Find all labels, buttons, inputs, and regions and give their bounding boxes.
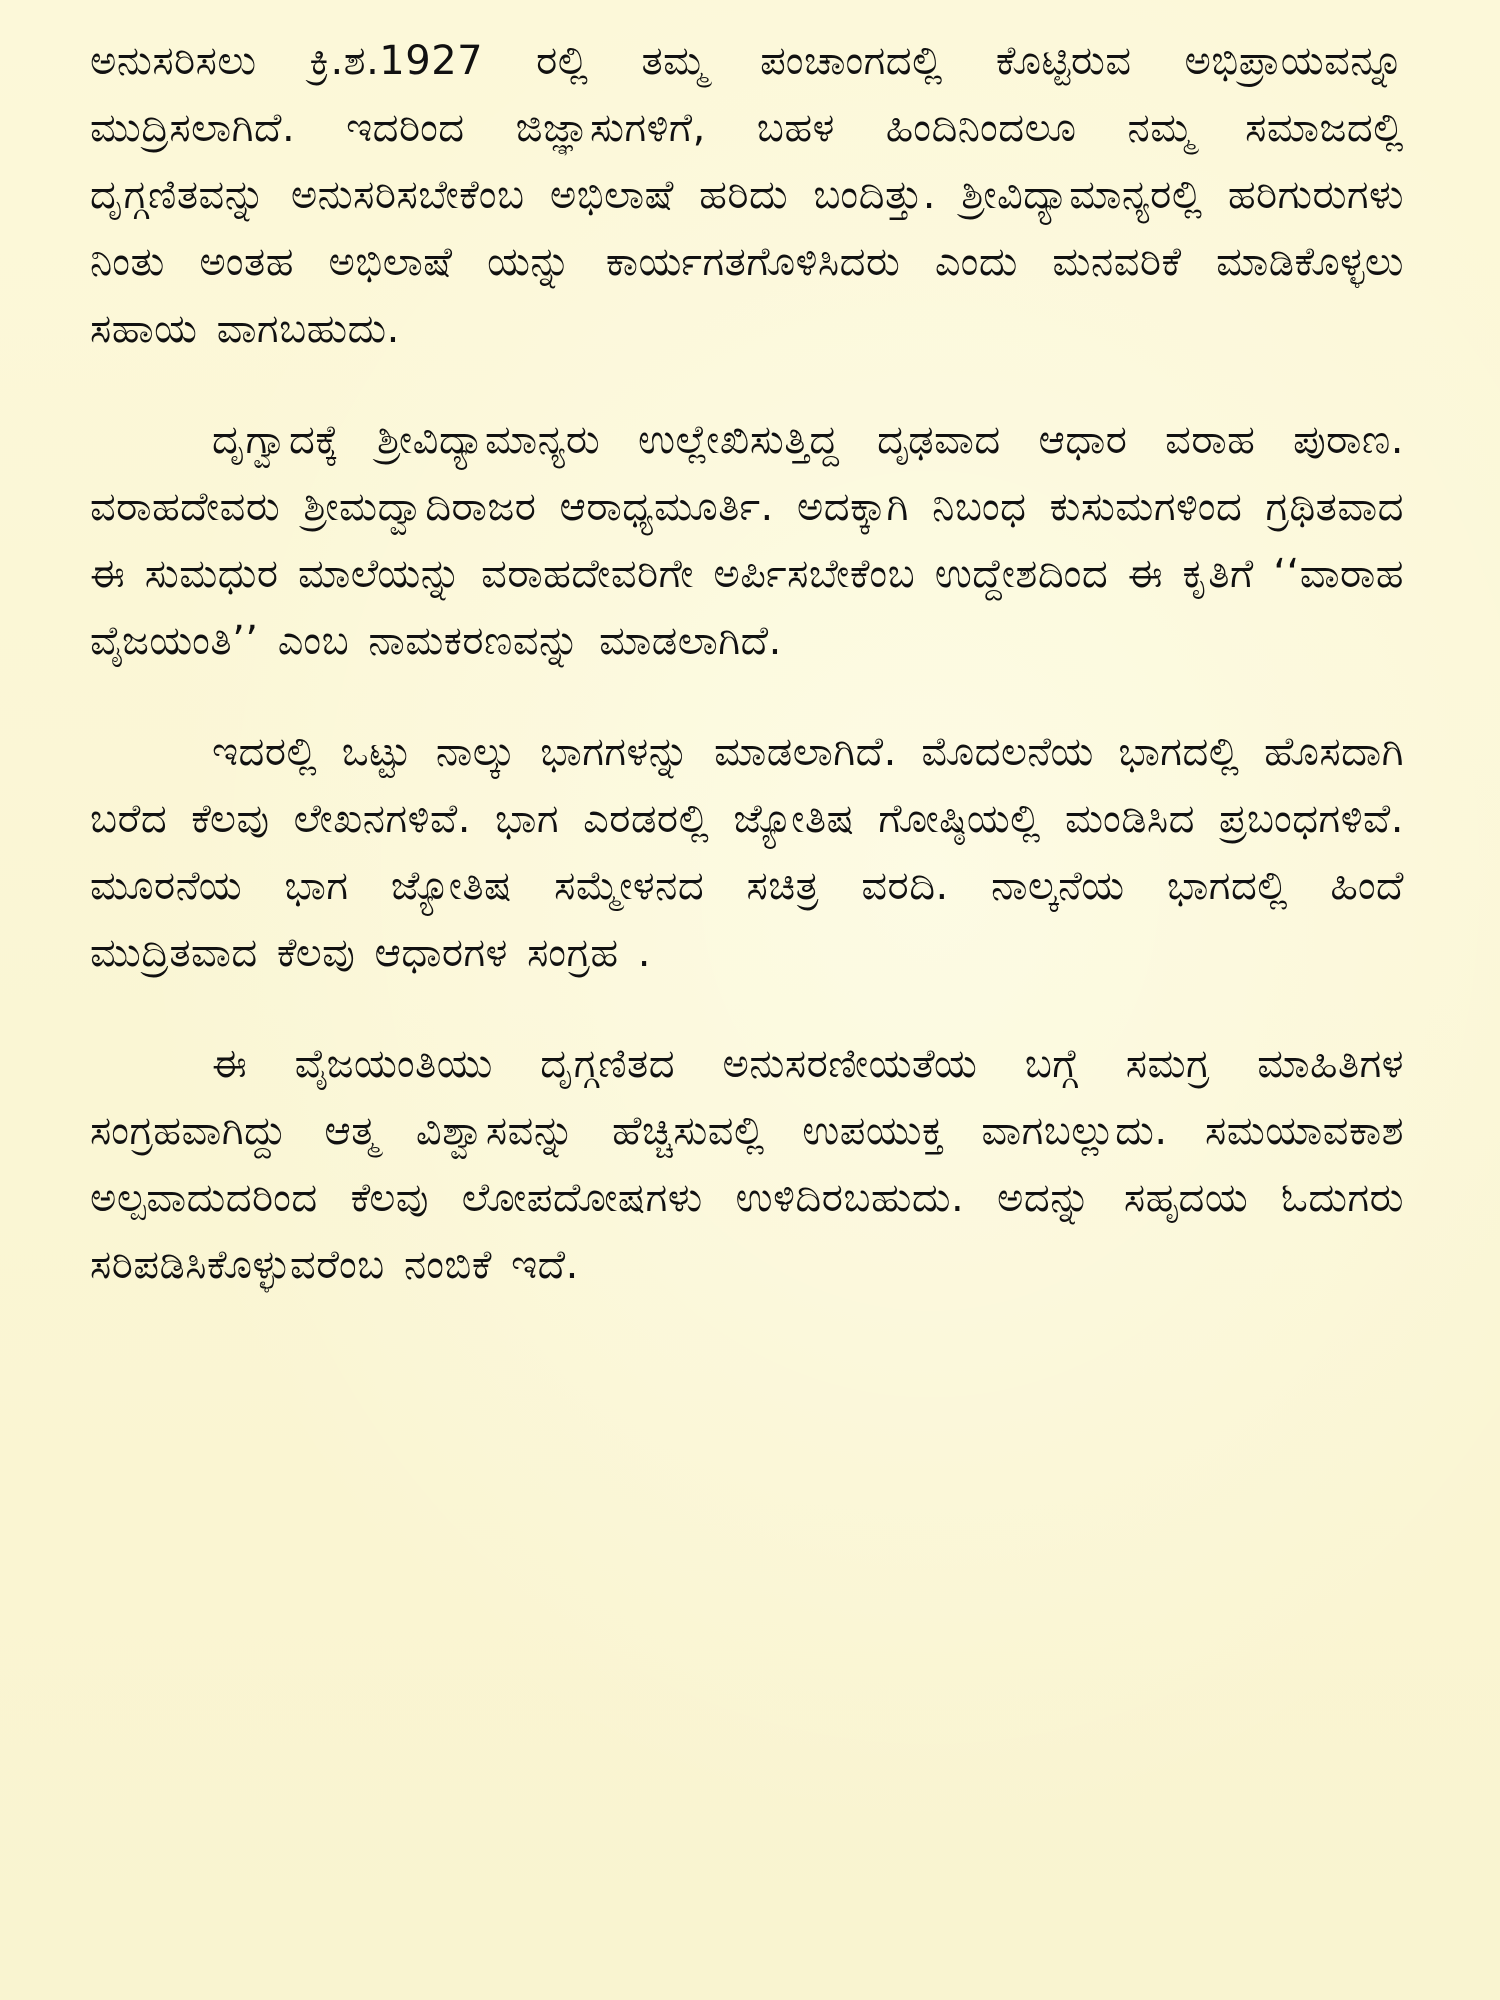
paragraph-varaha-purana: ದೃಗ್ವಾದಕ್ಕೆ ಶ್ರೀವಿದ್ಯಾಮಾನ್ಯರು ಉಲ್ಲೇಖಿಸುತ್ತಿದ್ದ ದೃಢವಾದ ಆಧಾರ ವರಾಹ ಪುರಾಣ. ವರಾಹದೇವರು ಶ್ರೀಮದ್ವಾದಿರಾಜರ ಆರಾಧ್ಯಮೂರ್ತಿ. ಅದಕ್ಕಾಗಿ ನಿಬಂಧ ಕುಸುಮಗಳಿಂದ ಗ್ರಥಿತವಾದ ಈ ಸುಮಧುರ ಮಾಲೆಯನ್ನು ವರಾಹದೇವರಿಗೇ ಅರ್ಪಿಸಬೇಕೆಂಬ ಉದ್ದೇಶದಿಂದ ಈ ಕೃತಿಗೆ ‘‘ವಾರಾಹ ವೈಜಯಂತಿ’’ ಎಂಬ ನಾಮಕರಣವನ್ನು ಮಾಡಲಾಗಿದೆ. — [90, 417, 1404, 664]
paragraph-four-parts: ಇದರಲ್ಲಿ ಒಟ್ಟು ನಾಲ್ಕು ಭಾಗಗಳನ್ನು ಮಾಡಲಾಗಿದೆ. ಮೊದಲನೆಯ ಭಾಗದಲ್ಲಿ ಹೊಸದಾಗಿ ಬರೆದ ಕೆಲವು ಲೇಖನಗಳಿವೆ. ಭಾಗ ಎರಡರಲ್ಲಿ ಜ್ಯೋತಿಷ ಗೋಷ್ಠಿಯಲ್ಲಿ ಮಂಡಿಸಿದ ಪ್ರಬಂಧಗಳಿವೆ. ಮೂರನೆಯ ಭಾಗ ಜ್ಯೋತಿಷ ಸಮ್ಮೇಳನದ ಸಚಿತ್ರ ವರದಿ. ನಾಲ್ಕನೆಯ ಭಾಗದಲ್ಲಿ ಹಿಂದೆ ಮುದ್ರಿತವಾದ ಕೆಲವು ಆಧಾರಗಳ ಸಂಗ್ರಹ . — [90, 729, 1404, 976]
paragraph-closing: ಈ ವೈಜಯಂತಿಯು ದೃಗ್ಗಣಿತದ ಅನುಸರಣೀಯತೆಯ ಬಗ್ಗೆ ಸಮಗ್ರ ಮಾಹಿತಿಗಳ ಸಂಗ್ರಹವಾಗಿದ್ದು ಆತ್ಮ ವಿಶ್ವಾಸವನ್ನು ಹೆಚ್ಚಿಸುವಲ್ಲಿ ಉಪಯುಕ್ತ ವಾಗಬಲ್ಲುದು. ಸಮಯಾವಕಾಶ ಅಲ್ಪವಾದುದರಿಂದ ಕೆಲವು ಲೋಪದೋಷಗಳು ಉಳಿದಿರಬಹುದು. ಅದನ್ನು ಸಹೃದಯ ಓದುಗರು ಸರಿಪಡಿಸಿಕೊಳ್ಳುವರೆಂಬ ನಂಬಿಕೆ ಇದೆ. — [90, 1041, 1404, 1288]
paragraph-continuation: ಅನುಸರಿಸಲು ಕ್ರಿ.ಶ.1927 ರಲ್ಲಿ ತಮ್ಮ ಪಂಚಾಂಗದಲ್ಲಿ ಕೊಟ್ಟಿರುವ ಅಭಿಪ್ರಾಯವನ್ನೂ ಮುದ್ರಿಸಲಾಗಿದೆ. ಇದರಿಂದ ಜಿಜ್ಞಾಸುಗಳಿಗೆ, ಬಹಳ ಹಿಂದಿನಿಂದಲೂ ನಮ್ಮ ಸಮಾಜದಲ್ಲಿ ದೃಗ್ಗಣಿತವನ್ನು ಅನುಸರಿಸಬೇಕೆಂಬ ಅಭಿಲಾಷೆ ಹರಿದು ಬಂದಿತ್ತು. ಶ್ರೀವಿದ್ಯಾಮಾನ್ಯರಲ್ಲಿ ಹರಿಗುರುಗಳು ನಿಂತು ಅಂತಹ ಅಭಿಲಾಷೆ ಯನ್ನು ಕಾರ್ಯಗತಗೊಳಿಸಿದರು ಎಂದು ಮನವರಿಕೆ ಮಾಡಿಕೊಳ್ಳಲು ಸಹಾಯ ವಾಗಬಹುದು. — [90, 38, 1404, 352]
